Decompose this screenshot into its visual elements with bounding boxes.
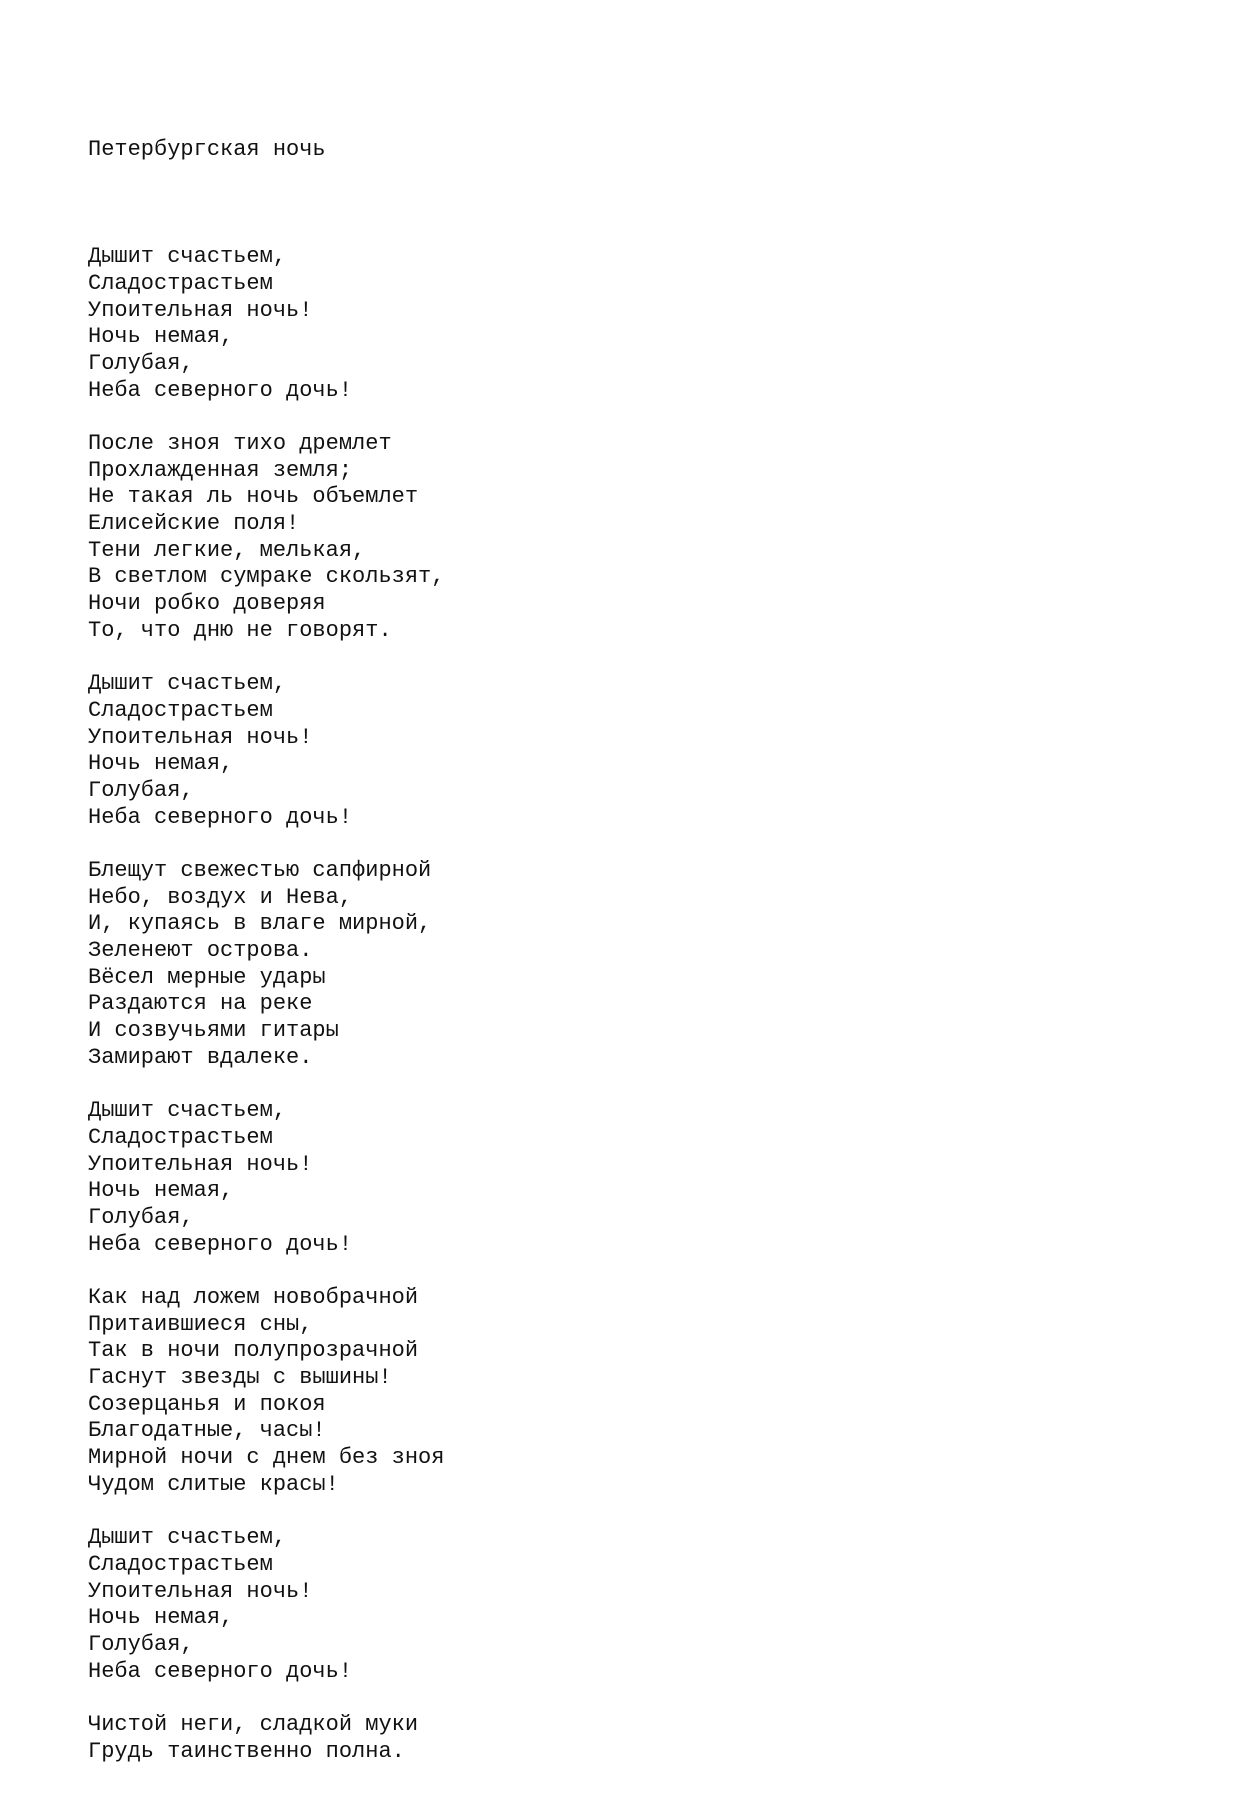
poem-line: Ночи робко доверяя: [88, 591, 326, 617]
poem-line: Так в ночи полупрозрачной: [88, 1338, 419, 1364]
poem-line: Сладострастьем: [88, 270, 273, 296]
poem-line: Ночь немая,: [88, 1605, 234, 1631]
poem-line: Неба северного дочь!: [88, 377, 353, 403]
poem-line: Голубая,: [88, 350, 194, 376]
poem-line: После зноя тихо дремлет: [88, 431, 392, 457]
poem-line: И созвучьями гитары: [88, 1018, 339, 1044]
poem-line: Упоительная ночь!: [88, 297, 313, 323]
stanza: [88, 431, 1188, 645]
poem-line: В светлом сумраке скользят,: [88, 564, 445, 590]
poem-line: Чистой неги, сладкой муки: [88, 1712, 419, 1738]
poem-line: Небо, воздух и Нева,: [88, 884, 353, 910]
poem-line: Неба северного дочь!: [88, 1658, 353, 1684]
poem-line: Гаснут звезды с вышины!: [88, 1365, 392, 1391]
poem-line: Раздаются на реке: [88, 991, 313, 1017]
poem-line: Дышит счастьем,: [88, 244, 287, 270]
stanza: [88, 1525, 1188, 1685]
poem-line: Сладострастьем: [88, 697, 273, 723]
stanza: [88, 1712, 1188, 1765]
poem-line: Неба северного дочь!: [88, 804, 353, 830]
poem-line: Упоительная ночь!: [88, 1578, 313, 1604]
poem-line: Ночь немая,: [88, 751, 234, 777]
poem-line: Как над ложем новобрачной: [88, 1285, 419, 1311]
stanza: [88, 1098, 1188, 1258]
poem-body: [88, 244, 1188, 1765]
poem-line: Чудом слитые красы!: [88, 1471, 339, 1497]
stanza: [88, 671, 1188, 831]
poem-line: Голубая,: [88, 777, 194, 803]
poem-line: Голубая,: [88, 1631, 194, 1657]
poem-line: То, что дню не говорят.: [88, 617, 392, 643]
poem-line: Замирают вдалеке.: [88, 1044, 313, 1070]
document-page: [88, 84, 1188, 1819]
poem-line: Не такая ль ночь объемлет: [88, 484, 419, 510]
poem-line: Голубая,: [88, 1204, 194, 1230]
poem-line: Грудь таинственно полна.: [88, 1738, 405, 1764]
poem-line: Неба северного дочь!: [88, 1231, 353, 1257]
poem-line: Елисейские поля!: [88, 511, 300, 537]
poem-title: Петербургская ночь: [88, 137, 326, 163]
poem-line: Зеленеют острова.: [88, 938, 313, 964]
poem-line: Сладострастьем: [88, 1551, 273, 1577]
poem-line: Мирной ночи с днем без зноя: [88, 1445, 445, 1471]
stanza: [88, 244, 1188, 404]
poem-line: Дышит счастьем,: [88, 1525, 287, 1551]
stanza: [88, 858, 1188, 1072]
poem-line: Упоительная ночь!: [88, 724, 313, 750]
poem-line: Ночь немая,: [88, 1178, 234, 1204]
poem-line: Созерцанья и покоя: [88, 1391, 326, 1417]
poem-line: Сладострастьем: [88, 1124, 273, 1150]
poem-line: Вёсел мерные удары: [88, 964, 326, 990]
poem-line: Блещут свежестью сапфирной: [88, 858, 432, 884]
poem-line: Дышит счастьем,: [88, 671, 287, 697]
poem-line: Дышит счастьем,: [88, 1098, 287, 1124]
poem-line: И, купаясь в влаге мирной,: [88, 911, 432, 937]
poem-line: Ночь немая,: [88, 324, 234, 350]
stanza: [88, 1285, 1188, 1499]
poem-line: Тени легкие, мелькая,: [88, 537, 366, 563]
poem-line: Прохлажденная земля;: [88, 457, 353, 483]
poem-line: Упоительная ночь!: [88, 1151, 313, 1177]
poem-line: Притаившиеся сны,: [88, 1311, 313, 1337]
poem-line: Благодатные, часы!: [88, 1418, 326, 1444]
